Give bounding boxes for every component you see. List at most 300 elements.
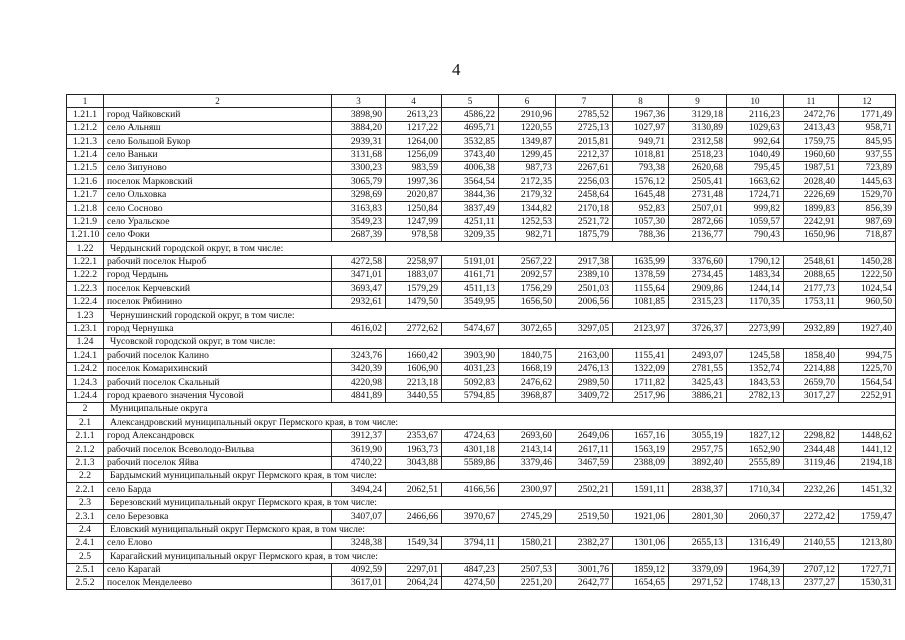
value-cell: 2388,09: [613, 456, 669, 469]
settlement-name-cell: село Ольховка: [104, 188, 332, 201]
value-cell: 2957,75: [669, 443, 727, 456]
value-cell: 3129,18: [669, 108, 727, 121]
value-cell: 2064,24: [386, 577, 442, 590]
value-cell: 1349,87: [499, 135, 556, 148]
row-number-cell: 1.21.5: [67, 161, 104, 174]
value-cell: 1840,75: [499, 349, 556, 362]
section-title: Муниципальные округа: [104, 402, 896, 415]
value-cell: 987,69: [839, 215, 896, 228]
column-number-cell: 1: [67, 95, 104, 108]
row-number-cell: 1.22.4: [67, 295, 104, 308]
column-number-cell: 2: [104, 95, 332, 108]
value-cell: 4031,23: [442, 362, 499, 375]
section-row: [67, 336, 896, 349]
settlement-name-cell: село Березовка: [104, 510, 332, 523]
value-cell: 793,38: [613, 161, 669, 174]
table-row: [67, 282, 896, 295]
value-cell: 983,59: [386, 161, 442, 174]
value-cell: 2020,87: [386, 188, 442, 201]
value-cell: 2353,67: [386, 429, 442, 442]
value-cell: 3471,01: [332, 269, 386, 282]
value-cell: 1217,22: [386, 121, 442, 134]
value-cell: 3248,38: [332, 536, 386, 549]
value-cell: 1256,09: [386, 148, 442, 161]
settlement-name-cell: село Ваньки: [104, 148, 332, 161]
value-cell: 4847,23: [442, 563, 499, 576]
value-cell: 2781,55: [669, 362, 727, 375]
value-cell: 2377,27: [784, 577, 839, 590]
value-cell: 2613,23: [386, 108, 442, 121]
table-row: [67, 228, 896, 241]
table-row: [67, 295, 896, 308]
value-cell: 3163,83: [332, 202, 386, 215]
column-number-cell: 3: [332, 95, 386, 108]
value-cell: 3892,40: [669, 456, 727, 469]
value-cell: 987,73: [499, 161, 556, 174]
value-cell: 999,82: [727, 202, 784, 215]
value-cell: 1668,19: [499, 362, 556, 375]
table-row: [67, 215, 896, 228]
settlement-name-cell: село Карагай: [104, 563, 332, 576]
value-cell: 3968,87: [499, 389, 556, 402]
value-cell: 1530,31: [839, 577, 896, 590]
value-cell: 2344,48: [784, 443, 839, 456]
value-cell: 2312,58: [669, 135, 727, 148]
value-cell: 2932,61: [332, 295, 386, 308]
table-row: [67, 456, 896, 469]
value-cell: 3131,68: [332, 148, 386, 161]
value-cell: 1059,57: [727, 215, 784, 228]
column-number-cell: 5: [442, 95, 499, 108]
settlement-name-cell: поселок Менделеево: [104, 577, 332, 590]
value-cell: 3425,43: [669, 376, 727, 389]
settlement-name-cell: рабочий поселок Всеволодо-Вильва: [104, 443, 332, 456]
value-cell: 3549,23: [332, 215, 386, 228]
value-cell: 4006,38: [442, 161, 499, 174]
value-cell: 2548,61: [784, 255, 839, 268]
section-row: [67, 416, 896, 429]
value-cell: 3298,69: [332, 188, 386, 201]
value-cell: 1790,12: [727, 255, 784, 268]
value-cell: 788,36: [613, 228, 669, 241]
value-cell: 3619,90: [332, 443, 386, 456]
value-cell: 1635,99: [613, 255, 669, 268]
row-number-cell: 2.3.1: [67, 510, 104, 523]
value-cell: 3379,46: [499, 456, 556, 469]
value-cell: 1654,65: [613, 577, 669, 590]
value-cell: 2971,52: [669, 577, 727, 590]
section-title: Карагайский муниципальный округ Пермского края, в том числе:: [104, 550, 896, 563]
settlement-name-cell: село Барда: [104, 483, 332, 496]
value-cell: 4841,89: [332, 389, 386, 402]
value-cell: 3119,46: [784, 456, 839, 469]
value-cell: 1563,19: [613, 443, 669, 456]
table-row: [67, 188, 896, 201]
value-cell: 2006,56: [556, 295, 613, 308]
value-cell: 3549,95: [442, 295, 499, 308]
value-cell: 1921,06: [613, 510, 669, 523]
value-cell: 982,71: [499, 228, 556, 241]
value-cell: 3844,36: [442, 188, 499, 201]
value-cell: 1771,49: [839, 108, 896, 121]
table-row: [67, 121, 896, 134]
table-row: [67, 563, 896, 576]
value-cell: 1029,63: [727, 121, 784, 134]
section-number: 1.22: [67, 242, 104, 255]
value-cell: 2502,21: [556, 483, 613, 496]
table-row: [67, 510, 896, 523]
row-number-cell: 1.21.9: [67, 215, 104, 228]
table-row: [67, 108, 896, 121]
table-row: [67, 255, 896, 268]
value-cell: 4161,71: [442, 269, 499, 282]
value-cell: 3409,72: [556, 389, 613, 402]
value-cell: 2782,13: [727, 389, 784, 402]
row-number-cell: 1.24.3: [67, 376, 104, 389]
section-title: Чердынский городской округ, в том числе:: [104, 242, 896, 255]
value-cell: 5474,67: [442, 322, 499, 335]
value-cell: 1301,06: [613, 536, 669, 549]
value-cell: 2258,97: [386, 255, 442, 268]
value-cell: 1963,73: [386, 443, 442, 456]
value-cell: 3743,40: [442, 148, 499, 161]
table-row: [67, 376, 896, 389]
value-cell: 1964,39: [727, 563, 784, 576]
value-cell: 2617,11: [556, 443, 613, 456]
row-number-cell: 2.1.1: [67, 429, 104, 442]
value-cell: 2476,13: [556, 362, 613, 375]
value-cell: 3467,59: [556, 456, 613, 469]
value-cell: 3055,19: [669, 429, 727, 442]
section-row: [67, 496, 896, 509]
value-cell: 1344,82: [499, 202, 556, 215]
value-cell: 2909,86: [669, 282, 727, 295]
value-cell: 3564,54: [442, 175, 499, 188]
value-cell: 2501,03: [556, 282, 613, 295]
value-cell: 1724,71: [727, 188, 784, 201]
value-cell: 1576,12: [613, 175, 669, 188]
value-cell: 2518,23: [669, 148, 727, 161]
value-cell: 2177,73: [784, 282, 839, 295]
value-cell: 1378,59: [613, 269, 669, 282]
row-number-cell: 1.21.1: [67, 108, 104, 121]
value-cell: 2507,01: [669, 202, 727, 215]
section-title: Чернушинский городской округ, в том числе:: [104, 309, 896, 322]
value-cell: 4301,18: [442, 443, 499, 456]
value-cell: 3903,90: [442, 349, 499, 362]
value-cell: 3912,37: [332, 429, 386, 442]
section-number: 2.5: [67, 550, 104, 563]
row-number-cell: 1.21.7: [67, 188, 104, 201]
value-cell: 2521,72: [556, 215, 613, 228]
row-number-cell: 1.21.6: [67, 175, 104, 188]
value-cell: 4274,50: [442, 577, 499, 590]
value-cell: 2143,14: [499, 443, 556, 456]
value-cell: 960,50: [839, 295, 896, 308]
value-cell: 1759,47: [839, 510, 896, 523]
value-cell: 2659,70: [784, 376, 839, 389]
value-cell: 2232,26: [784, 483, 839, 496]
value-cell: 1057,30: [613, 215, 669, 228]
value-cell: 4586,22: [442, 108, 499, 121]
table-row: [67, 389, 896, 402]
value-cell: 1445,63: [839, 175, 896, 188]
value-cell: 1264,00: [386, 135, 442, 148]
value-cell: 2693,60: [499, 429, 556, 442]
value-cell: 2163,00: [556, 349, 613, 362]
table-row: [67, 362, 896, 375]
value-cell: 1529,70: [839, 188, 896, 201]
row-number-cell: 1.22.3: [67, 282, 104, 295]
value-cell: 1711,82: [613, 376, 669, 389]
row-number-cell: 1.21.10: [67, 228, 104, 241]
column-number-cell: 9: [669, 95, 727, 108]
value-cell: 795,45: [727, 161, 784, 174]
value-cell: 3898,90: [332, 108, 386, 121]
settlement-name-cell: поселок Комарихинский: [104, 362, 332, 375]
section-title: Александровский муниципальный округ Пермского края, в том числе:: [104, 416, 896, 429]
value-cell: 2655,13: [669, 536, 727, 549]
value-cell: 1753,11: [784, 295, 839, 308]
value-cell: 2300,97: [499, 483, 556, 496]
value-cell: 2273,99: [727, 322, 784, 335]
value-cell: 2989,50: [556, 376, 613, 389]
value-cell: 3243,76: [332, 349, 386, 362]
value-cell: 2493,07: [669, 349, 727, 362]
settlement-name-cell: рабочий поселок Яйва: [104, 456, 332, 469]
value-cell: 3970,67: [442, 510, 499, 523]
value-cell: 3209,35: [442, 228, 499, 241]
value-cell: 3794,11: [442, 536, 499, 549]
value-cell: 2028,40: [784, 175, 839, 188]
value-cell: 1247,99: [386, 215, 442, 228]
value-cell: 1606,90: [386, 362, 442, 375]
value-cell: 3130,89: [669, 121, 727, 134]
value-cell: 1040,49: [727, 148, 784, 161]
settlement-name-cell: рабочий поселок Калино: [104, 349, 332, 362]
value-cell: 2256,03: [556, 175, 613, 188]
value-cell: 4251,11: [442, 215, 499, 228]
value-cell: 1213,80: [839, 536, 896, 549]
value-cell: 1250,84: [386, 202, 442, 215]
value-cell: 1967,36: [613, 108, 669, 121]
settlement-name-cell: село Фоки: [104, 228, 332, 241]
value-cell: 1451,32: [839, 483, 896, 496]
value-cell: 2252,91: [839, 389, 896, 402]
row-number-cell: 2.2.1: [67, 483, 104, 496]
row-number-cell: 2.5.1: [67, 563, 104, 576]
value-cell: 1018,81: [613, 148, 669, 161]
section-row: [67, 242, 896, 255]
value-cell: 2170,18: [556, 202, 613, 215]
section-number: 2: [67, 402, 104, 415]
value-cell: 1987,51: [784, 161, 839, 174]
value-cell: 3072,65: [499, 322, 556, 335]
value-cell: 2707,12: [784, 563, 839, 576]
table-row: [67, 577, 896, 590]
value-cell: 3440,55: [386, 389, 442, 402]
value-cell: 1448,62: [839, 429, 896, 442]
table-body: [67, 95, 896, 590]
value-cell: 845,95: [839, 135, 896, 148]
value-cell: 1710,34: [727, 483, 784, 496]
value-cell: 2466,66: [386, 510, 442, 523]
table-row: [67, 161, 896, 174]
table-row: [67, 322, 896, 335]
section-number: 2.3: [67, 496, 104, 509]
table-row: [67, 483, 896, 496]
value-cell: 2088,65: [784, 269, 839, 282]
table-row: [67, 429, 896, 442]
value-cell: 1591,11: [613, 483, 669, 496]
value-cell: 1827,12: [727, 429, 784, 442]
value-cell: 3017,27: [784, 389, 839, 402]
row-number-cell: 1.22.2: [67, 269, 104, 282]
value-cell: 1859,12: [613, 563, 669, 576]
value-cell: 2472,76: [784, 108, 839, 121]
value-cell: 1875,79: [556, 228, 613, 241]
value-cell: 3065,79: [332, 175, 386, 188]
value-cell: 2649,06: [556, 429, 613, 442]
value-cell: 978,58: [386, 228, 442, 241]
value-cell: 4511,13: [442, 282, 499, 295]
section-title: Еловский муниципальный округ Пермского края, в том числе:: [104, 523, 896, 536]
section-number: 1.23: [67, 309, 104, 322]
value-cell: 1081,85: [613, 295, 669, 308]
value-cell: 1549,34: [386, 536, 442, 549]
value-cell: 1225,70: [839, 362, 896, 375]
column-number-row: [67, 95, 896, 108]
table-row: [67, 349, 896, 362]
value-cell: 2939,31: [332, 135, 386, 148]
value-cell: 723,89: [839, 161, 896, 174]
value-cell: 5589,86: [442, 456, 499, 469]
section-row: [67, 402, 896, 415]
value-cell: 3532,85: [442, 135, 499, 148]
settlement-name-cell: поселок Керчевский: [104, 282, 332, 295]
table-row: [67, 269, 896, 282]
value-cell: 2298,82: [784, 429, 839, 442]
value-cell: 1244,14: [727, 282, 784, 295]
section-row: [67, 550, 896, 563]
value-cell: 2092,57: [499, 269, 556, 282]
value-cell: 1027,97: [613, 121, 669, 134]
settlement-name-cell: город краевого значения Чусовой: [104, 389, 332, 402]
value-cell: 2251,20: [499, 577, 556, 590]
settlement-name-cell: рабочий поселок Скальный: [104, 376, 332, 389]
value-cell: 5191,01: [442, 255, 499, 268]
value-cell: 1252,53: [499, 215, 556, 228]
table-row: [67, 536, 896, 549]
value-cell: 2179,32: [499, 188, 556, 201]
value-cell: 1883,07: [386, 269, 442, 282]
value-cell: 2567,22: [499, 255, 556, 268]
value-cell: 3407,07: [332, 510, 386, 523]
value-cell: 2517,96: [613, 389, 669, 402]
value-cell: 1579,29: [386, 282, 442, 295]
settlement-name-cell: село Зипуново: [104, 161, 332, 174]
value-cell: 2458,64: [556, 188, 613, 201]
value-cell: 3494,24: [332, 483, 386, 496]
value-cell: 2555,89: [727, 456, 784, 469]
value-cell: 2140,55: [784, 536, 839, 549]
page-number: 4: [452, 60, 461, 79]
value-cell: 2297,01: [386, 563, 442, 576]
row-number-cell: 2.1.3: [67, 456, 104, 469]
value-cell: 1483,34: [727, 269, 784, 282]
value-cell: 2687,39: [332, 228, 386, 241]
value-cell: 4272,58: [332, 255, 386, 268]
value-cell: 3379,09: [669, 563, 727, 576]
column-number-cell: 11: [784, 95, 839, 108]
value-cell: 1170,35: [727, 295, 784, 308]
value-cell: 4740,22: [332, 456, 386, 469]
settlement-name-cell: село Уральское: [104, 215, 332, 228]
value-cell: 1245,58: [727, 349, 784, 362]
value-cell: 1858,40: [784, 349, 839, 362]
value-cell: 790,43: [727, 228, 784, 241]
value-cell: 1450,28: [839, 255, 896, 268]
value-cell: 2801,30: [669, 510, 727, 523]
value-cell: 2745,29: [499, 510, 556, 523]
value-cell: 2272,42: [784, 510, 839, 523]
value-cell: 1927,40: [839, 322, 896, 335]
value-cell: 1652,90: [727, 443, 784, 456]
value-cell: 2389,10: [556, 269, 613, 282]
value-cell: 2267,61: [556, 161, 613, 174]
column-number-cell: 8: [613, 95, 669, 108]
value-cell: 1441,12: [839, 443, 896, 456]
table-row: [67, 443, 896, 456]
value-cell: 1843,53: [727, 376, 784, 389]
value-cell: 2932,89: [784, 322, 839, 335]
value-cell: 937,55: [839, 148, 896, 161]
value-cell: 1997,36: [386, 175, 442, 188]
value-cell: 2062,51: [386, 483, 442, 496]
value-cell: 2519,50: [556, 510, 613, 523]
value-cell: 958,71: [839, 121, 896, 134]
value-cell: 2620,68: [669, 161, 727, 174]
column-number-cell: 12: [839, 95, 896, 108]
value-cell: 2838,37: [669, 483, 727, 496]
value-cell: 3300,23: [332, 161, 386, 174]
value-cell: 2213,18: [386, 376, 442, 389]
value-cell: 2015,81: [556, 135, 613, 148]
value-cell: 2731,48: [669, 188, 727, 201]
value-cell: 1299,45: [499, 148, 556, 161]
section-title: Бардымский муниципальный округ Пермского края, в том числе:: [104, 469, 896, 482]
value-cell: 2734,45: [669, 269, 727, 282]
value-cell: 1748,13: [727, 577, 784, 590]
table-row: [67, 175, 896, 188]
row-number-cell: 1.21.3: [67, 135, 104, 148]
value-cell: 4724,63: [442, 429, 499, 442]
value-cell: 2507,53: [499, 563, 556, 576]
settlement-name-cell: поселок Марковский: [104, 175, 332, 188]
value-cell: 1663,62: [727, 175, 784, 188]
value-cell: 3693,47: [332, 282, 386, 295]
value-cell: 1650,96: [784, 228, 839, 241]
value-cell: 2642,77: [556, 577, 613, 590]
settlement-name-cell: село Большой Букор: [104, 135, 332, 148]
tariff-table: [66, 94, 896, 590]
value-cell: 1220,55: [499, 121, 556, 134]
settlement-name-cell: город Александровск: [104, 429, 332, 442]
value-cell: 1960,60: [784, 148, 839, 161]
value-cell: 4092,59: [332, 563, 386, 576]
value-cell: 1580,21: [499, 536, 556, 549]
settlement-name-cell: село Елово: [104, 536, 332, 549]
